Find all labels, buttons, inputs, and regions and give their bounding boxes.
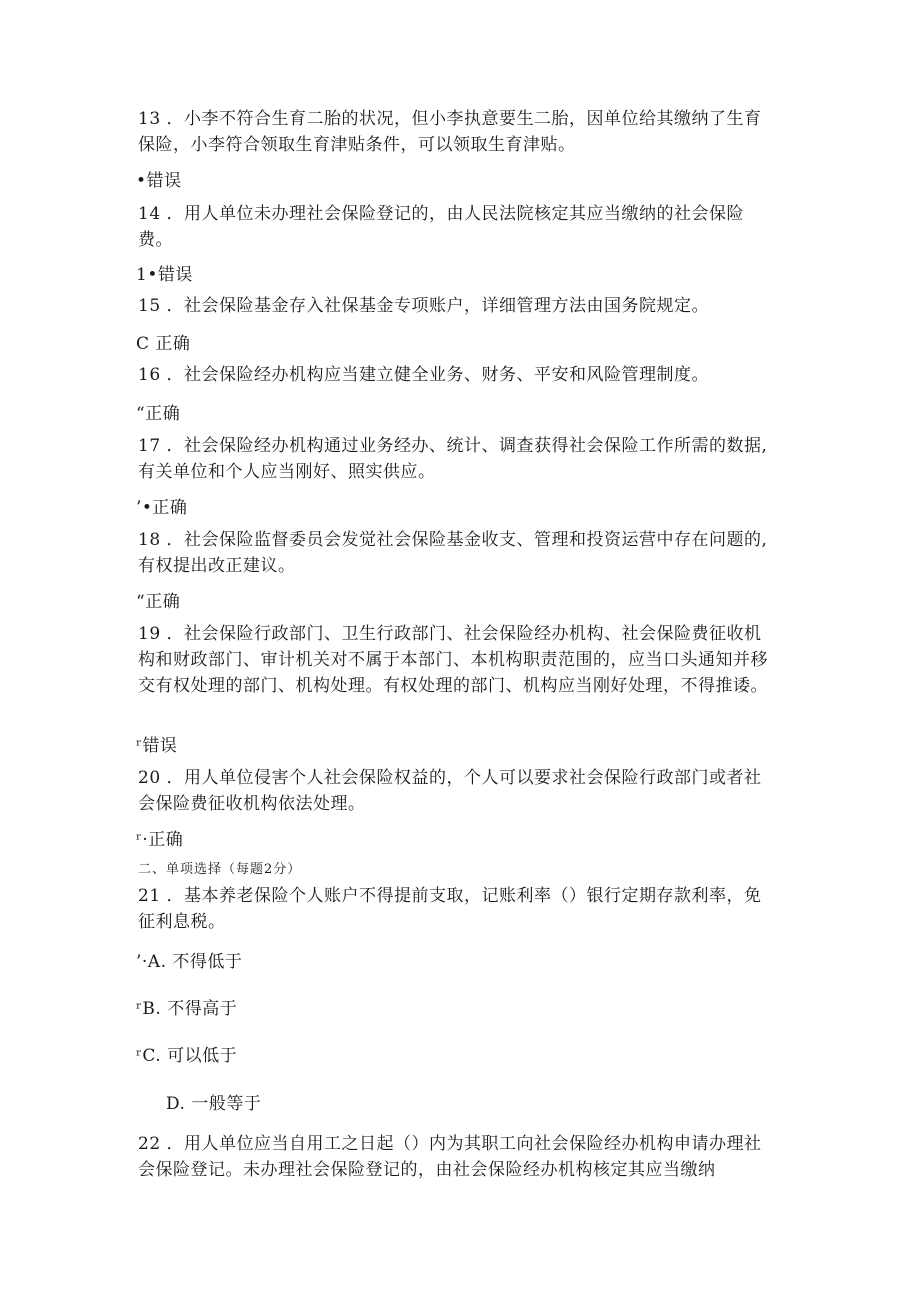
question-19: 19 ．社会保险行政部门、卫生行政部门、社会保险经办机构、社会保险费征收机构和财政部门、审计机关对不属于本部门、本机构职责范围的，应当口头通知并移交有权处理的部门、机构处理。有权处理的部门、机构应当刚好处理，不得推诿。 <box>138 624 768 696</box>
question-13: 13 ．小李不符合生育二胎的状况，但小李执意要生二胎，因单位给其缴纳了生育保险，小李符合领取生育津贴条件，可以领取生育津贴。 <box>138 109 762 155</box>
option-21-b: ʳB. 不得高于 <box>136 999 238 1019</box>
option-21-a: ’·A. 不得低于 <box>136 952 243 972</box>
section-title: 二、单项选择（每题2分） <box>138 862 302 877</box>
answer-17: ’•正确 <box>136 498 188 518</box>
answer-19: ʳ错误 <box>136 736 178 756</box>
answer-15: C 正确 <box>136 334 191 354</box>
answer-18: “正确 <box>136 592 181 612</box>
question-14: 14 ．用人单位未办理社会保险登记的，由人民法院核定其应当缴纳的社会保险费。 <box>138 204 745 250</box>
question-20: 20 ．用人单位侵害个人社会保险权益的，个人可以要求社会保险行政部门或者社会保险费征收机构依法处理。 <box>138 768 762 814</box>
answer-14: 1•错误 <box>136 265 193 285</box>
question-21: 21 ．基本养老保险个人账户不得提前支取，记账利率（）银行定期存款利率，免征利息税。 <box>138 886 762 932</box>
question-18: 18 ．社会保险监督委员会发觉社会保险基金收支、管理和投资运营中存在问题的,有权提出改正建议。 <box>138 530 768 576</box>
answer-16: “正确 <box>136 404 181 424</box>
question-15: 15 ．社会保险基金存入社保基金专项账户，详细管理方法由国务院规定。 <box>138 296 710 316</box>
answer-13: •错误 <box>136 171 182 191</box>
question-16: 16 ．社会保险经办机构应当建立健全业务、财务、平安和风险管理制度。 <box>138 365 710 385</box>
option-21-c: ʳC. 可以低于 <box>136 1046 238 1066</box>
option-21-d: D. 一般等于 <box>166 1094 262 1114</box>
answer-20: ʳ·正确 <box>136 830 184 850</box>
question-22: 22 ．用人单位应当自用工之日起（）内为其职工向社会保险经办机构申请办理社会保险登记。未办理社会保险登记的，由社会保险经办机构核定其应当缴纳 <box>138 1134 762 1180</box>
question-17: 17 ．社会保险经办机构通过业务经办、统计、调查获得社会保险工作所需的数据,有关单位和个人应当刚好、照实供应。 <box>138 436 768 482</box>
